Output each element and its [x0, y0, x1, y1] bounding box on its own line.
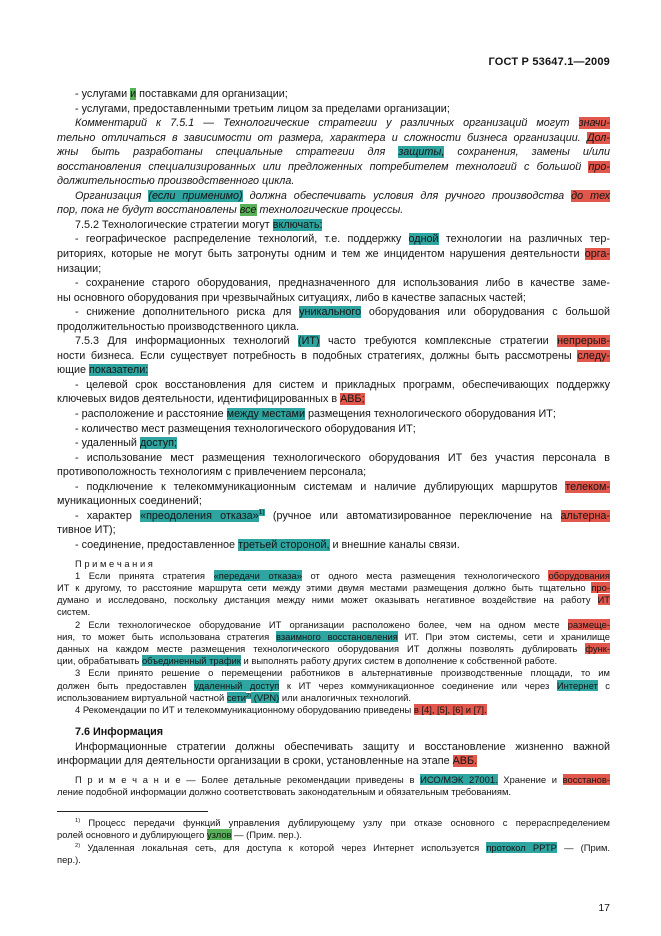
text-segment: 7.6 Информация	[75, 726, 164, 739]
highlighted-text: про-	[588, 160, 610, 173]
text-line	[57, 754, 610, 769]
text-line	[57, 218, 610, 233]
highlighted-text: все	[239, 204, 257, 217]
highlighted-text: между местами	[226, 408, 306, 421]
text-segment: ны основного оборудования при чрезвычайных ситуациях, либо в качестве запасных частей;	[57, 291, 526, 304]
page-content	[57, 87, 610, 866]
text-segment: низации;	[57, 262, 102, 275]
text-segment: муникационных соединений;	[57, 495, 202, 508]
highlighted-text: и	[130, 88, 137, 100]
page-number: 17	[598, 902, 610, 914]
text-line	[57, 131, 610, 146]
highlighted-text: оборудования	[548, 569, 610, 581]
text-segment: технологии на различных тер-	[438, 233, 610, 246]
text-line	[57, 829, 610, 841]
text-line	[57, 116, 610, 131]
text-segment: сохранения, замены и/или	[444, 146, 610, 159]
text-body	[57, 87, 610, 798]
text-segment: П р и м е ч а н и я	[75, 557, 153, 569]
highlighted-text: (если применимо)	[148, 189, 243, 202]
text-line	[57, 392, 610, 407]
text-line	[57, 174, 610, 189]
text-segment: ИТ. При этом системы, сети и хранилище	[397, 630, 610, 642]
text-line	[57, 631, 610, 643]
text-segment: размещения технологического оборудования ИТ;	[305, 408, 556, 421]
text-segment: данных на каждом месте размещения технологического оборудования ИТ должны позволять дублировать	[57, 642, 586, 654]
text-segment: 7.5.3 Для информационных технологий	[75, 335, 299, 348]
text-line	[57, 494, 610, 509]
text-segment: ИТ к другому, то расстояние маршрута сети между этими двумя местами размещения должно быть тщательно	[57, 581, 592, 593]
highlighted-text: непрерыв-	[557, 335, 610, 348]
text-segment: 2 Если технологическое оборудование ИТ организации расположено более, чем на одном месте	[75, 618, 568, 630]
text-line	[57, 538, 610, 553]
text-line	[57, 349, 610, 364]
highlighted-text: телеком-	[565, 480, 610, 493]
text-segment: 1)	[75, 818, 81, 825]
text-line	[57, 87, 610, 102]
text-segment: восстановления специализированных или предложенных потребителем технологий с большой	[57, 160, 589, 173]
text-segment: ление подобной информации должно соответствовать законодательным и обязательным требованиям.	[57, 785, 512, 797]
text-line	[57, 643, 610, 655]
text-segment: тельно отличаться в зависимости от размера, характера и сложности бизнеса организации.	[57, 131, 587, 144]
text-line	[57, 407, 610, 422]
text-line	[57, 655, 610, 667]
highlighted-text: АВБ;	[340, 393, 365, 406]
text-segment: жны быть разработаны специальные стратегии для	[57, 146, 399, 159]
text-segment: - характер	[75, 509, 141, 522]
highlighted-text: показатели:	[89, 364, 149, 377]
text-segment: думано и исследовано, поскольку дистанция между ними может оказывать негативное воздействие на работу	[57, 594, 598, 606]
text-segment: и внешние каналы связи.	[329, 538, 460, 551]
text-segment: - географическое распределение технологий, т.е. поддержку	[75, 233, 409, 246]
highlighted-text: восстанов-	[562, 773, 610, 785]
text-segment: с	[597, 679, 610, 691]
highlighted-text: узлов	[206, 829, 232, 841]
text-segment: П р и м е ч а н и е — Более детальные рекомендации приведены в	[75, 773, 421, 785]
text-line	[57, 667, 610, 679]
highlighted-text: одной	[408, 233, 439, 246]
text-line	[57, 291, 610, 306]
highlighted-text: взаимного восстановления	[275, 630, 398, 642]
text-line	[57, 774, 610, 786]
text-segment: технологические процессы.	[256, 204, 404, 217]
highlighted-text: «преодоления отказа»	[140, 509, 259, 522]
text-segment: (ручное или автоматизированное переключение на	[264, 509, 561, 522]
text-segment: риториях, которые не могут быть затронуты одним и тем же инцидентом нарушения деятельности	[57, 248, 585, 261]
highlighted-text: орга-	[584, 248, 610, 261]
highlighted-text: АВБ.	[452, 755, 478, 768]
text-line	[57, 102, 610, 117]
highlighted-text: включать:	[272, 218, 323, 231]
text-line	[57, 422, 610, 437]
text-line	[57, 160, 610, 175]
highlighted-text: Интернет	[556, 679, 598, 691]
text-line	[57, 854, 610, 866]
highlighted-text: (VPN)	[251, 691, 280, 703]
highlighted-text: «передачи отказа»	[213, 569, 302, 581]
text-segment: - целевой срок восстановления для систем и прикладных программ, обеспечивающих поддержку	[75, 378, 610, 391]
highlighted-text: уникального	[299, 306, 362, 319]
text-line	[57, 334, 610, 349]
text-segment: 2)	[75, 842, 81, 849]
text-segment: 1 Если принята стратегия	[75, 569, 214, 581]
highlighted-text: 2)	[245, 692, 252, 699]
text-line	[57, 189, 610, 204]
text-segment: Организация	[75, 189, 149, 202]
text-line	[57, 451, 610, 466]
text-segment: - снижение дополнительного риска для	[75, 306, 300, 319]
text-segment: пор, пока не будут восстановлены	[57, 204, 240, 217]
text-segment: Хранение и	[497, 773, 563, 785]
highlighted-text: альтерна-	[560, 509, 611, 522]
text-segment: пер.).	[57, 853, 81, 865]
text-segment: Комментарий к 7.5.1 — Технологические стратегии у различных организаций могут	[75, 117, 579, 130]
highlighted-text: следу-	[577, 349, 610, 362]
text-line	[57, 582, 610, 594]
text-line	[57, 570, 610, 582]
highlighted-text: сети	[226, 691, 246, 703]
highlighted-text: доступ;	[139, 437, 177, 450]
highlighted-text: 1)	[258, 509, 265, 517]
text-segment: 3 Если принято решение о перемещении работников в альтернативные производственные площади, то им	[75, 667, 610, 679]
text-segment: 7.5.2 Технологические стратегии могут	[75, 218, 273, 231]
text-line	[57, 305, 610, 320]
text-line	[57, 145, 610, 160]
text-line	[57, 276, 610, 291]
text-segment: - использование мест размещения технологического оборудования ИТ без участия персонала в	[75, 451, 610, 464]
text-segment: противоположность технологиям с привлечением персонала;	[57, 466, 367, 479]
text-segment: часто требуются комплексные стратегии	[319, 335, 558, 348]
footnote-separator	[57, 811, 208, 812]
highlighted-text: ИСО/МЭК 27001.	[420, 773, 498, 785]
text-segment: - количество мест размещения технологического оборудования ИТ;	[75, 422, 416, 435]
text-line	[57, 606, 610, 618]
highlighted-text: (ИТ)	[298, 335, 320, 348]
text-segment: должна обеспечивать условия для ручного производства	[242, 189, 572, 202]
highlighted-text: значи-	[578, 117, 610, 130]
text-segment: тивное ИТ);	[57, 524, 116, 537]
text-segment: — (Прим.	[556, 841, 610, 853]
highlighted-text: до тех	[571, 189, 610, 202]
text-segment: или аналогичных технологий.	[279, 691, 411, 703]
text-segment: - подключение к телекоммуникационным системам и наличие дублирующих маршрутов	[75, 480, 566, 493]
text-line	[57, 320, 610, 335]
text-segment: Информационные стратегии должны обеспечивать защиту и восстановление жизненно важной	[75, 740, 610, 753]
text-line	[57, 480, 610, 495]
text-segment: систем.	[57, 606, 91, 618]
text-line	[57, 247, 610, 262]
text-segment: - соединение, предоставленное	[75, 538, 239, 551]
text-segment: — (Прим. пер.).	[231, 829, 302, 841]
text-line	[57, 842, 610, 854]
text-segment: Процесс передачи функций управления дублирующему узлу при отказе основного с перераспределением	[80, 817, 610, 829]
text-segment: информации для деятельности организации в сроки, установленные на этапе	[57, 755, 453, 768]
text-segment: - услугами, предоставленными третьим лицом за пределами организации;	[75, 102, 450, 115]
text-segment: - удаленный	[75, 437, 140, 450]
text-segment: - сохранение старого оборудования, предназначенного для использования либо в качестве заме-	[75, 277, 610, 290]
highlighted-text: про-	[591, 581, 610, 593]
footnotes	[57, 817, 610, 866]
text-segment: и выполнять работу других систем в дополнение к собственной работе.	[240, 655, 558, 667]
text-segment: к ИТ через коммуникационное соединение или через	[279, 679, 557, 691]
highlighted-text: размеще-	[567, 618, 610, 630]
text-segment: должен быть предоставлен	[57, 679, 195, 691]
highlighted-text: ИТ	[597, 594, 610, 606]
text-segment: 4 Рекомендации по ИТ и телекоммуникационному оборудованию приведены	[75, 703, 414, 715]
text-line	[57, 558, 610, 570]
text-line	[57, 725, 610, 740]
highlighted-text: объединенный трафик	[141, 655, 241, 667]
text-segment: ции, обрабатывать	[57, 655, 142, 667]
text-line	[57, 509, 610, 524]
text-segment: использованием виртуальной частной	[57, 691, 227, 703]
text-line	[57, 232, 610, 247]
highlighted-text: протокол РРТР	[486, 841, 557, 853]
text-segment: ния, то может быть использована стратегия	[57, 630, 276, 642]
highlighted-text: удаленный доступ	[194, 679, 280, 691]
document-code: ГОСТ Р 53647.1—2009	[488, 56, 610, 68]
text-segment: ющие	[57, 364, 90, 377]
text-line	[57, 436, 610, 451]
text-line	[57, 817, 610, 829]
highlighted-text: третьей стороной,	[238, 538, 330, 551]
text-line	[57, 262, 610, 277]
text-line	[57, 465, 610, 480]
text-line	[57, 786, 610, 798]
text-line	[57, 740, 610, 755]
text-segment: ролей основного и дублирующего	[57, 829, 207, 841]
text-segment: продолжительностью производственного цикла.	[57, 320, 300, 333]
text-segment: ключевых видов деятельности, идентифицированных в	[57, 393, 341, 406]
text-line	[57, 523, 610, 538]
highlighted-text: функ-	[585, 642, 610, 654]
text-line	[57, 704, 610, 716]
text-segment: - услугами	[75, 88, 131, 100]
text-line	[57, 619, 610, 631]
text-segment: должительностью производственного цикла.	[57, 175, 295, 188]
text-line	[57, 594, 610, 606]
text-segment: Удаленная локальная сеть, для доступа к которой через Интернет используется	[80, 841, 487, 853]
text-segment: поставками для организации;	[136, 88, 288, 100]
text-line	[57, 680, 610, 692]
text-line	[57, 363, 610, 378]
text-line	[57, 692, 610, 704]
highlighted-text: Дол-	[586, 131, 610, 144]
text-line	[57, 378, 610, 393]
text-segment: - расположение и расстояние	[75, 408, 227, 421]
highlighted-text: защиты,	[398, 146, 445, 159]
text-segment: от одного места размещения технологического	[301, 569, 549, 581]
highlighted-text: в [4], [5], [6] и [7].	[413, 703, 487, 715]
text-segment: ности бизнеса. Если существует потребность в подобных стратегиях, должны быть рассмотрены	[57, 349, 578, 362]
text-segment: оборудования или оборудования с большой	[361, 306, 610, 319]
text-line	[57, 203, 610, 218]
